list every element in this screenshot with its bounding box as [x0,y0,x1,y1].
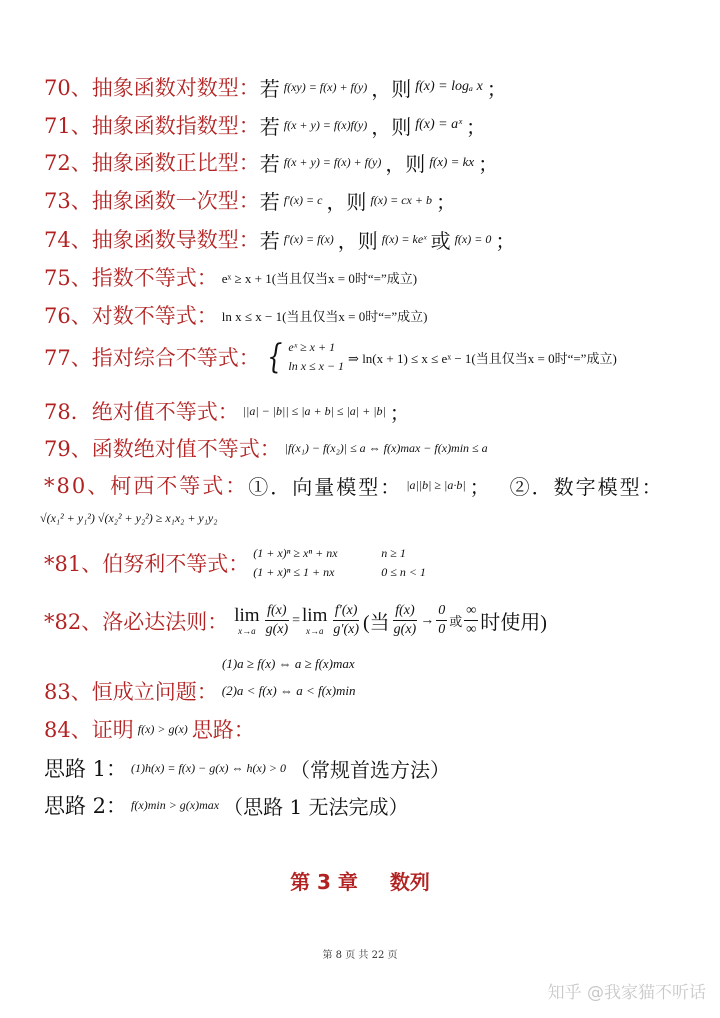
rule-71: 71、抽象函数指数型： 若 f(x + y) = f(x)f(y) ，则 f(x) = aˣ ； [44,110,486,140]
approach-label: 思路 2： [44,794,128,818]
rule-label: 83、恒成立问题： [44,680,218,704]
rule-label: 77、指对综合不等式： [44,346,260,370]
formula: f(x) = 0 [454,231,492,246]
formula: |a||b| ≥ |a·b| [406,477,466,492]
chapter-title: 第 3 章 数列 [290,870,430,894]
rule-label: 74、抽象函数导数型： [44,228,260,252]
rule-label: 76、对数不等式： [44,304,218,328]
formula-system: (1 + x)ⁿ ≥ xⁿ + nx n ≥ 1 (1 + x)ⁿ ≤ 1 + nx 0 ≤ n < 1 [253,546,426,579]
rule-label: 70、抽象函数对数型： [44,76,260,100]
rule-81 [44,546,445,580]
rule-label: 78．绝对值不等式： [44,400,239,424]
rule-label: 73、抽象函数一次型： [44,189,260,213]
formula: f(xy) = f(x) + f(y) [283,79,368,94]
rule-78: 78．绝对值不等式： ||a| − |b|| ≤ |a + b| ≤ |a| + |b| ； [44,396,410,426]
rule-label: 72、抽象函数正比型： [44,151,260,175]
formula: f(x + y) = f(x) + f(y) [283,154,382,169]
formula: (1)h(x) = f(x) − g(x) ⇔ h(x) > 0 [131,760,286,775]
formula: (1)a ≥ f(x) ⇔ a ≥ f(x)max [222,656,355,671]
approach-1: 思路 1： (1)h(x) = f(x) − g(x) ⇔ h(x) > 0 （常规首选方法） [44,753,450,783]
rule-72: 72、抽象函数正比型： 若 f(x + y) = f(x) + f(y) ，则 f(x) = kx ； [44,147,498,177]
formula: lim x→a $\frac{f(x)}{g(x)}$ = lim x→a $\frac{f'(x)}{g'(x)}$ (当 $\frac{f(x)}{g(x)}$ → $\frac{0}{0}$ 或 $\frac{\infty}{\infty}$ 时使用) [234,603,547,637]
formula: f(x) = logₐ x [415,79,483,94]
rule-label: *82、洛必达法则： [44,609,229,634]
rule-75 [44,262,421,292]
formula: ln x ≤ x − 1(当且仅当x = 0时“=”成立) [221,308,428,324]
formula: f(x + y) = f(x)f(y) [283,117,368,132]
formula: √(x₁² + y₁²) √(x₂² + y₂²) ≥ x₁x₂ + y₁y₂ [40,511,218,525]
rule-70: 70、抽象函数对数型： 若 f(xy) = f(x) + f(y) ，则 f(x) = logₐ x ； [44,72,507,102]
formula: f′(x) = f(x) [283,231,334,246]
formula: |f(x₁) − f(x₂)| ≤ a ⇔ f(x)max − f(x)min ≤ a [284,440,488,455]
formula-system: { eˣ ≥ x + 1 ln x ≤ x − 1 [266,337,345,377]
rule-label: 71、抽象函数指数型： [44,114,260,138]
formula: (2)a < f(x) ⇔ a < f(x)min [221,683,356,698]
formula: f(x)min > g(x)max [131,797,220,812]
rule-label: *80、柯西不等式： [44,474,249,498]
rule-77 [44,338,621,376]
rule-83-case-1 [218,656,359,672]
rule-80-formula [40,511,221,526]
rule-label: *81、伯努利不等式： [44,552,250,576]
formula: f(x) > g(x) [137,721,188,736]
formula: f(x) = keˣ [381,231,427,246]
rule-73: 73、抽象函数一次型： 若 f′(x) = c ，则 f(x) = cx + b ； [44,185,456,215]
approach-2: 思路 2： f(x)min > g(x)max （思路 1 无法完成） [44,790,409,820]
rule-label: 84、证明 [44,718,134,742]
rule-label: 79、函数绝对值不等式： [44,437,281,461]
rule-76 [44,300,431,330]
page-footer: 第 8 页 共 22 页 [322,950,398,961]
formula: ||a| − |b|| ≤ |a + b| ≤ |a| + |b| [242,403,386,418]
formula: f′(x) = c [283,192,323,207]
rule-82 [44,602,551,639]
left-brace-icon: { [266,337,283,377]
rule-74: 74、抽象函数导数型： 若 f′(x) = f(x) ，则 f(x) = keˣ 或 f(x) = 0 ； [44,224,515,254]
formula: f(x) = cx + b [370,192,432,207]
rule-83 [44,676,360,706]
rule-84: 84、证明 f(x) > g(x) 思路： [44,714,255,744]
watermark: 知乎 @我家猫不听话 [547,983,706,1003]
formula: eˣ ≥ x + 1(当且仅当x = 0时“=”成立) [221,270,418,286]
formula: f(x) = kx [429,154,475,169]
formula: ⇒ ln(x + 1) ≤ x ≤ eˣ − 1(当且仅当x = 0时“=”成立) [348,350,617,366]
approach-label: 思路 1： [44,757,128,781]
rule-80: *80、柯西不等式： ①．向量模型： |a||b| ≥ |a·b| ； ②．数字模型： [44,470,664,500]
formula: f(x) = aˣ [415,117,463,132]
rule-79 [44,433,492,463]
rule-label: 75、指数不等式： [44,266,218,290]
